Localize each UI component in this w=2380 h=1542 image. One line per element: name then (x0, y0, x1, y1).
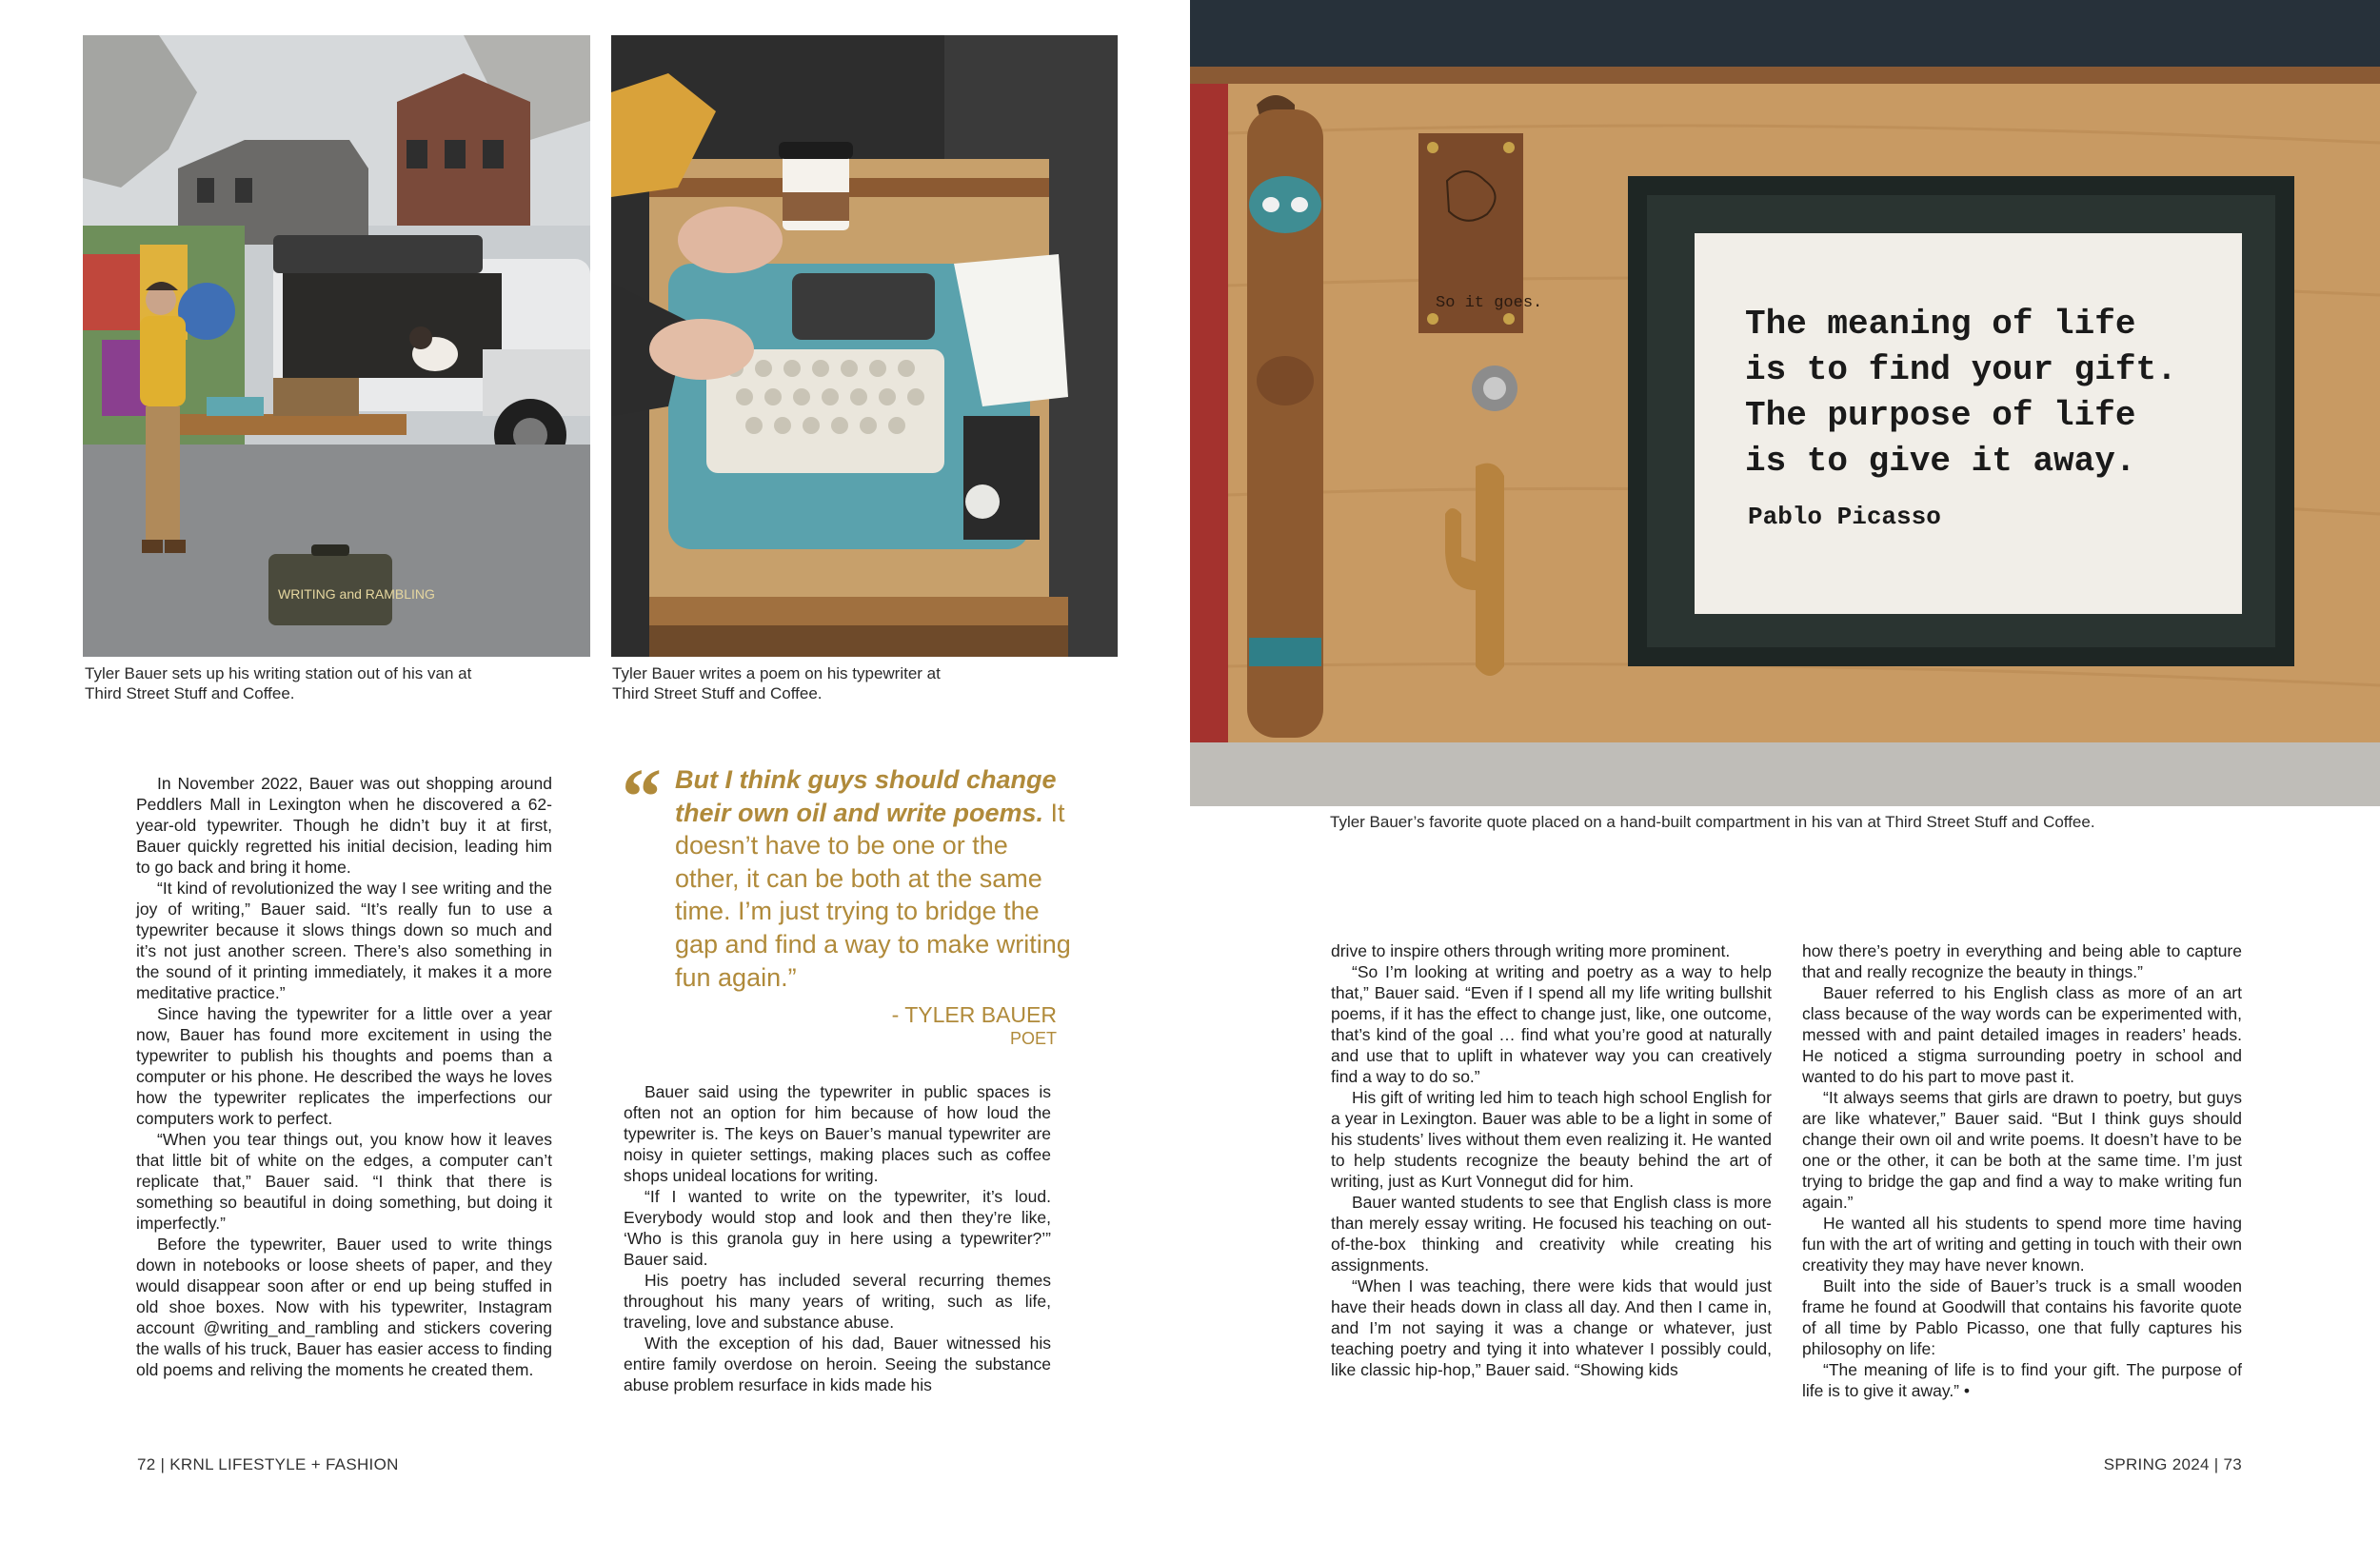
pull-quote-role: POET (1009, 1029, 1057, 1048)
pull-quote-text (675, 763, 1075, 994)
folio-right: SPRING 2024 | 73 (2103, 1455, 2242, 1473)
caption-line: Third Street Stuff and Coffee. (85, 684, 295, 702)
article-paragraph: His gift of writing led him to teach high school English for a year in Lexington. Bauer was able to be a light in some of his students’ lives without them even realizing it. He wanted to help students recognize the beauty behind the art of writing, just as Kurt Vonnegut did for him. (1331, 1088, 1772, 1191)
photo-writing-station-van (83, 35, 590, 657)
article-paragraph: Built into the side of Bauer’s truck is a small wooden frame he found at Goodwill that contains his favorite quote of all time by Pablo Picasso, one that fully captures his philosophy on life: (1802, 1276, 2242, 1358)
caption-typewriter (612, 663, 1117, 703)
caption-line: Tyler Bauer writes a poem on his typewriter at (612, 664, 941, 682)
article-column-4 (1802, 940, 2242, 1401)
framed-quote-line: is to give it away. (1745, 442, 2136, 481)
caption-line: Tyler Bauer sets up his writing station out of his van at (85, 664, 472, 682)
article-paragraph: With the exception of his dad, Bauer witnessed his entire family overdose on heroin. Seeing the substance abuse problem resurface in kids made his (624, 1334, 1051, 1394)
caption-line: Third Street Stuff and Coffee. (612, 684, 823, 702)
article-paragraph: drive to inspire others through writing more prominent. (1331, 941, 1731, 960)
quote-mark: “ (622, 753, 662, 841)
article-paragraph: Bauer said using the typewriter in public spaces is often not an option for him because of how loud the typewriter is. The keys on Bauer’s manual typewriter are noisy in quieter settings, making places such as coffee shops unideal locations for writing. (624, 1082, 1051, 1185)
article-paragraph: “It always seems that girls are drawn to poetry, but guys are like whatever,” Bauer said. “But I think guys should change their own oil and write poems. It doesn’t have to be one or the other, it can be both at the same time. I’m just trying to bridge the gap and find a way to make writing fun again.” (1802, 1088, 2242, 1212)
article-paragraph: “It kind of revolutionized the way I see writing and the joy of writing,” Bauer said. “It’s really fun to use a typewriter because it slows things down so much and it’s not just another screen. There’s also something in the sound of it printing immediately, it makes it a more meditative practice.” (136, 879, 552, 1002)
article-paragraph: Before the typewriter, Bauer used to write things down in notebooks or loose sheets of paper, and they would disappear soon after or end up being stuffed in old shoe boxes. Now with his typewriter, Instagram account @writing_and_rambling and stickers covering the walls of his truck, Bauer has easier access to finding old poems and reliving the moments he created them. (136, 1235, 552, 1379)
article-paragraph: In November 2022, Bauer was out shopping around Peddlers Mall in Lexington when he discovered a 62-year-old typewriter. Though he didn’t buy it at first, Bauer quickly regretted his initial decision, leading him to go back and bring it home. (136, 774, 552, 877)
folio-left: 72 | KRNL LIFESTYLE + FASHION (137, 1455, 399, 1473)
article-paragraph: His poetry has included several recurring themes throughout his many years of writing, such as life, traveling, love and substance abuse. (624, 1271, 1051, 1332)
article-paragraph: Since having the typewriter for a little over a year now, Bauer has found more excitement in using the typewriter to publish his thoughts and poems than a computer or his phone. He described the ways he loves how the typewriter replicates the imperfections our computers work to perfect. (136, 1004, 552, 1128)
article-paragraph: “The meaning of life is to find your gift. The purpose of life is to give it away.” • (1802, 1360, 2242, 1400)
article-paragraph: “When I was teaching, there were kids that would just have their heads down in class all day. And then I came in, and I’m not saying it was a change or whatever, just teaching poetry and tying it into whatever I possibly could, like classic hip-hop,” Bauer said. “Showing kids (1331, 1276, 1772, 1379)
caption-quote: Tyler Bauer’s favorite quote placed on a hand-built compartment in his van at Third Street Stuff and Coffee. (1330, 813, 2095, 831)
photo-quote-compartment (1190, 0, 2380, 806)
pull-quote-emphasis: But I think guys should change their own oil and write poems. (675, 765, 1057, 827)
article-column-1 (136, 773, 552, 1380)
article-paragraph: Bauer referred to his English class as more of an art class because of the way words can be experimented with, messed with and paint detailed images in readers’ heads. He noticed a stigma surrounding poetry in school and wanted to do his part to move past it. (1802, 983, 2242, 1086)
article-paragraph: how there’s poetry in everything and being able to capture that and really recognize the beauty in things.” (1802, 941, 2242, 981)
small-sign-text: So it goes. (1436, 294, 1543, 312)
pull-quote-attribution (892, 1001, 1057, 1049)
photo-typewriter (611, 35, 1118, 657)
article-paragraph: “So I’m looking at writing and poetry as a way to help that,” Bauer said. “Even if I spend all my life writing bullshit poems, if it has the effect to change just, like, one outcome, that’s kind of the goal … find what you’re good at naturally and use that to uplift in whatever way you can creatively find a way to do so.” (1331, 962, 1772, 1086)
framed-quote-line: is to find your gift. (1745, 350, 2177, 389)
article-paragraph: Bauer wanted students to see that English class is more than merely essay writing. He focused his teaching on out-of-the-box thinking and creativity while creating his assignments. (1331, 1193, 1772, 1275)
article-column-2 (624, 1081, 1051, 1395)
caption-van (85, 663, 589, 703)
pull-quote-name: - TYLER BAUER (891, 1002, 1057, 1027)
article-paragraph: He wanted all his students to spend more time having fun with the art of writing and getting in touch with their own creativity they may have never known. (1802, 1214, 2242, 1275)
framed-quote-line: The meaning of life (1745, 305, 2136, 344)
framed-quote-line: The purpose of life (1745, 396, 2136, 435)
article-paragraph: “When you tear things out, you know how it leaves that little bit of white on the edges, a computer can’t replicate that,” Bauer said. “I think that there is something so beautiful in doing something, but doing it imperfectly.” (136, 1130, 552, 1233)
article-paragraph: “If I wanted to write on the typewriter, it’s loud. Everybody would stop and look and then they’re like, ‘Who is this granola guy in here using a typewriter?’” Bauer said. (624, 1187, 1051, 1269)
article-column-3 (1331, 940, 1772, 1380)
framed-quote-author: Pablo Picasso (1748, 503, 1941, 531)
pull-quote-body: It doesn’t have to be one or the other, it can be both at the same time. I’m just trying to bridge the gap and find a way to make writing fun again.” (675, 798, 1071, 992)
suitcase-sticker-text: WRITING and RAMBLING (278, 586, 435, 602)
